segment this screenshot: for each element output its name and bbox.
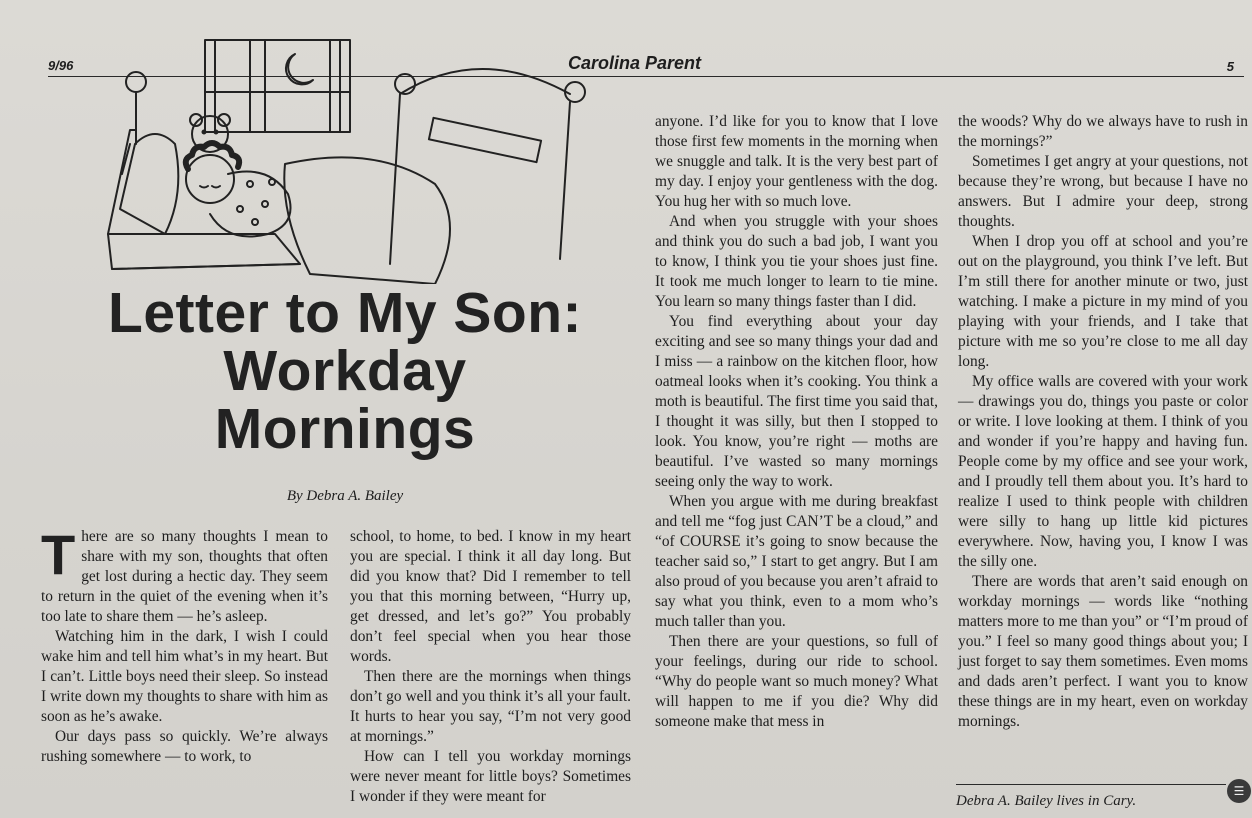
byline: By Debra A. Bailey bbox=[286, 488, 404, 504]
article-column-4 bbox=[958, 112, 1248, 732]
title-line: Mornings bbox=[214, 397, 476, 461]
paragraph: Our days pass so quickly. We’re always rushing somewhere — to work, to bbox=[41, 728, 328, 765]
paragraph: There are so many thoughts I mean to share with my son, thoughts that often get lost during a hectic day. They seem to return in the quiet of the evening when it’s too late to share them — he’s asleep. bbox=[41, 523, 328, 625]
paragraph: Sometimes I get angry at your questions, not because they’re wrong, but because I have no answers. But I admire your deep, strong thoughts. bbox=[958, 153, 1248, 230]
article-column-1 bbox=[41, 523, 328, 767]
paragraph: anyone. I’d like for you to know that I love those first few moments in the morning when we snuggle and talk. It is the very best part of my day. I enjoy your gentleness with the dog. You hug her with so much love. bbox=[655, 113, 938, 210]
article-column-2 bbox=[350, 527, 631, 807]
paragraph: You find everything about your day exciting and see so many things your dad and I miss — a rainbow on the kitchen floor, how oatmeal looks when it’s cooking. You think a moth is beautiful. The first time you said that, I thought it was silly, but then I stopped to look. You know, you’re right — moths are beautiful. I’ve wasted so many mornings seeing only the way to work. bbox=[655, 313, 938, 490]
paragraph: Watching him in the dark, I wish I could wake him and tell him what’s in my heart. But I can’t. Little boys need their sleep. So instead I write down my thoughts to share with him as soon as he’s awake. bbox=[41, 628, 328, 725]
title-line: Letter to My Son: bbox=[108, 281, 582, 345]
drop-cap: T bbox=[41, 523, 76, 586]
paragraph: How can I tell you workday mornings were never meant for little boys? Sometimes I wonder if they were meant for bbox=[350, 748, 631, 805]
paragraph: And when you struggle with your shoes and think you do such a bad job, I want you to know, I think you tie your shoes just fine. It took me much longer to learn to tie mine. You learn so many things faster than I did. bbox=[655, 213, 938, 310]
title-line: Workday bbox=[223, 339, 467, 403]
publication-name: Carolina Parent bbox=[568, 53, 702, 73]
issue-date: 9/96 bbox=[48, 58, 74, 73]
paragraph: Then there are the mornings when things don’t go well and you think it’s all your fault. It hurts to hear you say, “I’m not very good at mornings.” bbox=[350, 668, 631, 745]
paragraph: My office walls are covered with your work — drawings you do, things you paste or color or write. I love looking at them. I think of you and wonder if you’re happy and having fun. People come by my office and see your work, and I proudly tell them about you. It’s hard to realize I used to think people with children were silly to hang up little kid pictures everywhere. Now, having you, I know I was the silly one. bbox=[958, 373, 1248, 570]
paragraph: There are words that aren’t said enough on workday mornings — words like “nothing matters more to me than you” or “I’m proud of you.” I feel so many good things about you; I just forget to say them sometimes. Even moms and dads aren’t perfect. I want you to know these things are in my heart, even on workday mornings. bbox=[958, 573, 1248, 730]
paragraph: Then there are your questions, so full of your feelings, during our ride to school. “Why do people want so much money? What will happen to me if you die? Why did someone make that mess in bbox=[655, 633, 938, 730]
page-number: 5 bbox=[1226, 59, 1234, 74]
paragraph: When I drop you off at school and you’re out on the playground, you think I’ve left. But I’m still there for another minute or two, just watching. I make a picture in my mind of you playing with your friends, and I take that picture with me so you’re close to me all day long. bbox=[958, 233, 1248, 370]
paragraph: school, to home, to bed. I know in my heart you are special. I think it all day long. But did you know that? Did I remember to tell you that this morning between, “Hurry up, get dressed, and let’s go?” You probably don’t feel special when you hear those words. bbox=[350, 528, 631, 665]
author-bio: Debra A. Bailey lives in Cary. bbox=[956, 784, 1226, 810]
sleeping-child-illustration-icon bbox=[100, 34, 600, 284]
article-column-3 bbox=[655, 112, 938, 732]
article-title bbox=[40, 281, 650, 461]
chat-bubble-icon[interactable]: ☰ bbox=[1227, 779, 1251, 803]
paragraph: When you argue with me during breakfast and tell me “fog just CAN’T be a cloud,” and “of COURSE it’s going to snow because the teacher said so,” I start to get angry. But I am also proud of you because you aren’t afraid to say what you think, even to a mom who’s much taller than you. bbox=[655, 493, 938, 630]
paragraph: the woods? Why do we always have to rush in the mornings?” bbox=[958, 113, 1248, 150]
